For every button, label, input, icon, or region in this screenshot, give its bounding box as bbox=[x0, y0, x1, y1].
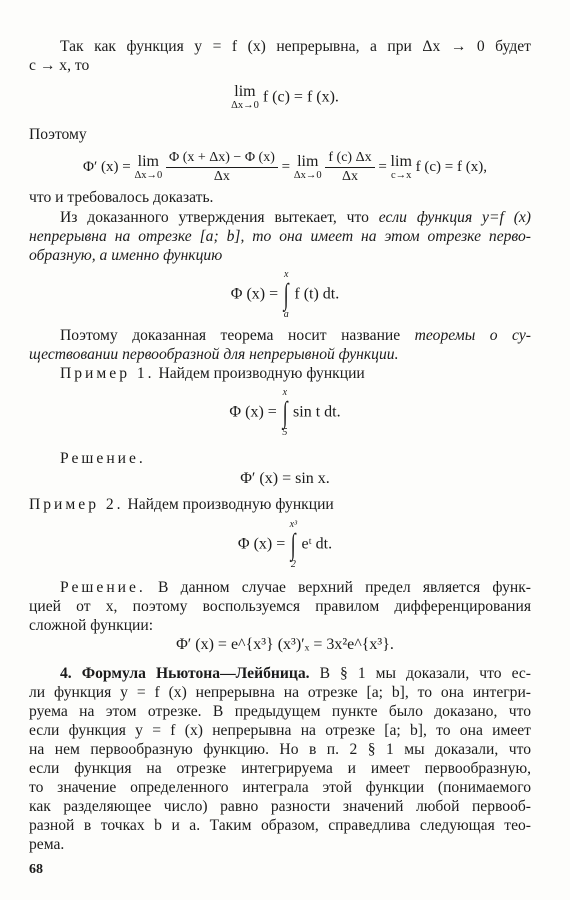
text-line-10: цией от x, поэтому воспользуемся правилом дифференцирования bbox=[29, 598, 531, 615]
solution-1-label: Решение. bbox=[60, 450, 146, 467]
text-line-19: разной в точках b и a. Таким образом, справедлива следующая тео- bbox=[29, 817, 531, 834]
text-line-13: руема на этом отрезке. В предыдущем пункте было доказано, что bbox=[29, 703, 531, 720]
text-line-11: сложной функции: bbox=[29, 617, 154, 634]
text-line-7: образную, а именно функцию bbox=[29, 247, 223, 264]
page-number: 68 bbox=[29, 862, 43, 877]
text-line-4: что и требовалось доказать. bbox=[29, 189, 214, 206]
equation-integral-3: Φ (x) = x³ ∫ 2 eᵗ dt. bbox=[237, 519, 333, 570]
text-line-1: Так как функция y = f (x) непрерывна, а при Δx → 0 будет bbox=[60, 38, 531, 55]
text-line-17: то значение определенного интеграла этой функции (понимаемого bbox=[29, 779, 531, 796]
text-line-12: ли функция y = f (x) непрерывна на отрезке [a; b], то она интегри- bbox=[29, 684, 531, 701]
text-line-2: c → x, то bbox=[29, 57, 90, 74]
text-poetomu: Поэтому bbox=[29, 126, 87, 143]
equation-sin: Φ′ (x) = sin x. bbox=[240, 470, 330, 487]
equation-limit-body: f (c) = f (x). bbox=[262, 88, 339, 106]
equation-limit: lim Δx→0 f (c) = f (x). bbox=[231, 83, 339, 111]
text-line-20: рема. bbox=[29, 836, 65, 853]
equation-chain-rule: Φ′ (x) = e^{x³} (x³)′ₓ = 3x²e^{x³}. bbox=[176, 636, 394, 653]
solution-2-line: Решение. В данном случае верхний предел является функ- bbox=[60, 579, 531, 596]
text-line-9: ществовании первообразной для непрерывной функции. bbox=[29, 346, 399, 363]
equation-integral-2: Φ (x) = x ∫ 5 sin t dt. bbox=[229, 387, 341, 438]
text-line-18: как разделяющее число) равно разности значений любой первооб- bbox=[29, 798, 531, 815]
example-2-heading: Пример 2. Найдем производную функции bbox=[29, 496, 334, 513]
section-heading-line: 4. Формула Ньютона—Лейбница. В § 1 мы доказали, что ес- bbox=[60, 665, 531, 682]
text-line-15: на нем первообразную функцию. Но в п. 2 § 1 мы доказали, что bbox=[29, 741, 531, 758]
equation-limit-sub: Δx→0 bbox=[231, 100, 259, 111]
equation-derivative: Φ′ (x) = lim Δx→0 $\frac{\Phi (x + \Delta x) - \Phi (x)}{\Delta x}$ = lim Δx→0 $\frac{f (c) \Delta x}{\Delta x}$ = lim c→x f (c) = f (x), bbox=[83, 150, 487, 185]
equation-integral-1: Φ (x) = x ∫ a f (t) dt. bbox=[230, 269, 340, 320]
text-line-14: если функция y = f (x) непрерывна на отрезке [a; b], то она имеет bbox=[29, 722, 531, 739]
text-line-6: непрерывна на отрезке [a; b], то она имеет на этом отрезке перво- bbox=[29, 228, 531, 245]
text-line-8: Поэтому доказанная теорема носит название теоремы о су- bbox=[60, 327, 531, 344]
example-1-heading: Пример 1. Найдем производную функции bbox=[60, 365, 365, 382]
text-line-5: Из доказанного утверждения вытекает, что если функция y=f (x) bbox=[60, 209, 532, 226]
text-line-16: если функция на отрезке интегрируема и имеет первообразную, bbox=[29, 760, 531, 777]
